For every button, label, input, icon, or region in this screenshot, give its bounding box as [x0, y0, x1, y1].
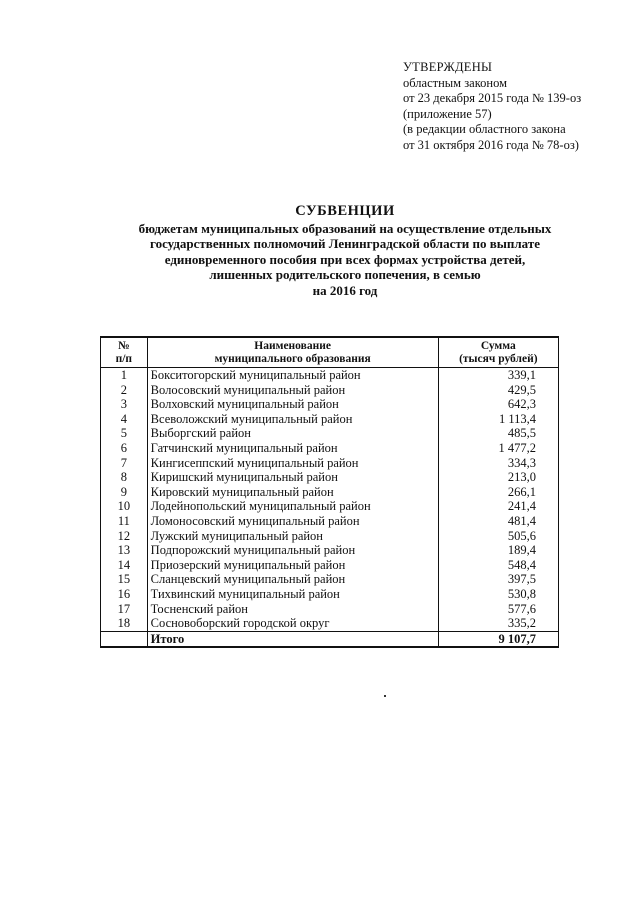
- header-name: [147, 337, 438, 368]
- table-row: [101, 383, 559, 398]
- approval-line: от 31 октября 2016 года № 78-оз): [403, 137, 579, 152]
- table-row: [101, 572, 559, 587]
- row-municipality: Волосовский муниципальный район: [147, 383, 438, 398]
- row-municipality: Гатчинский муниципальный район: [147, 441, 438, 456]
- subvention-table: [100, 336, 559, 648]
- title-line: лишенных родительского попечения, в семью: [209, 267, 481, 282]
- table-row: [101, 456, 559, 471]
- header-sum-line2: (тысяч рублей): [459, 353, 538, 365]
- row-amount: 577,6: [438, 602, 558, 617]
- row-municipality: Сланцевский муниципальный район: [147, 572, 438, 587]
- header-sum: [438, 337, 558, 368]
- table-row: [101, 514, 559, 529]
- approval-heading: УТВЕРЖДЕНЫ: [403, 60, 493, 74]
- row-amount: 241,4: [438, 499, 558, 514]
- row-number: 10: [101, 499, 148, 514]
- table-row: [101, 441, 559, 456]
- approval-line: (приложение 57): [403, 106, 492, 121]
- approval-line: (в редакции областного закона: [403, 122, 566, 136]
- row-municipality: Волховский муниципальный район: [147, 397, 438, 412]
- table-row: [101, 587, 559, 602]
- page-mark: [384, 695, 386, 697]
- row-amount: 642,3: [438, 397, 558, 412]
- approval-line: областным законом: [403, 75, 508, 90]
- approval-line: от 23 декабря 2015 года № 139-оз: [403, 91, 582, 105]
- row-amount: 481,4: [438, 514, 558, 529]
- title-line: на 2016 год: [312, 282, 378, 298]
- table-row: [101, 602, 559, 617]
- table-row: [101, 470, 559, 485]
- row-number: 11: [101, 514, 148, 529]
- row-amount: 530,8: [438, 587, 558, 602]
- document-title: [60, 204, 630, 298]
- row-number: 14: [101, 558, 148, 573]
- row-municipality: Всеволожский муниципальный район: [147, 412, 438, 427]
- table-row: [101, 529, 559, 544]
- row-municipality: Подпорожский муниципальный район: [147, 543, 438, 558]
- header-num: [101, 337, 148, 368]
- row-municipality: Тосненский район: [147, 602, 438, 617]
- table-row: [101, 397, 559, 412]
- row-number: 1: [101, 368, 148, 383]
- header-name-line1: Наименование: [254, 340, 331, 352]
- row-number: 9: [101, 485, 148, 500]
- row-number: 6: [101, 441, 148, 456]
- total-label: Итого: [147, 631, 438, 647]
- row-municipality: Лужский муниципальный район: [147, 529, 438, 544]
- row-number: 5: [101, 426, 148, 441]
- row-municipality: Выборгский район: [147, 426, 438, 441]
- title-line: бюджетам муниципальных образований на осуществление отдельных: [138, 220, 552, 236]
- row-amount: 1 477,2: [438, 441, 558, 456]
- approval-block: [403, 60, 633, 153]
- table-row: [101, 412, 559, 427]
- table-row: [101, 558, 559, 573]
- row-number: 4: [101, 412, 148, 427]
- total-row: [101, 631, 559, 647]
- row-municipality: Кировский муниципальный район: [147, 485, 438, 500]
- table-row: [101, 368, 559, 383]
- row-number: 16: [101, 587, 148, 602]
- header-num-line1: №: [118, 340, 130, 352]
- header-sum-line1: Сумма: [480, 340, 516, 352]
- table-row: [101, 543, 559, 558]
- row-amount: 266,1: [438, 485, 558, 500]
- title-main: СУБВЕНЦИИ: [295, 203, 395, 219]
- table-row: [101, 426, 559, 441]
- row-number: 2: [101, 383, 148, 398]
- header-num-line2: п/п: [115, 353, 133, 365]
- title-line: государственных полномочий Ленинградской области по выплате: [149, 236, 540, 251]
- row-amount: 335,2: [438, 616, 558, 631]
- row-amount: 1 113,4: [438, 412, 558, 427]
- table-row: [101, 499, 559, 514]
- row-municipality: Ломоносовский муниципальный район: [147, 514, 438, 529]
- row-municipality: Приозерский муниципальный район: [147, 558, 438, 573]
- row-municipality: Бокситогорский муниципальный район: [147, 368, 438, 383]
- row-municipality: Лодейнопольский муниципальный район: [147, 499, 438, 514]
- row-number: 3: [101, 397, 148, 412]
- row-number: 7: [101, 456, 148, 471]
- title-line: единовременного пособия при всех формах устройства детей,: [164, 251, 526, 267]
- row-municipality: Тихвинский муниципальный район: [147, 587, 438, 602]
- row-amount: 334,3: [438, 456, 558, 471]
- row-number: 18: [101, 616, 148, 631]
- total-amount: 9 107,7: [438, 631, 558, 647]
- table-row: [101, 616, 559, 631]
- row-amount: 429,5: [438, 383, 558, 398]
- row-amount: 213,0: [438, 470, 558, 485]
- row-municipality: Киришский муниципальный район: [147, 470, 438, 485]
- row-number: 15: [101, 572, 148, 587]
- table-row: [101, 485, 559, 500]
- row-amount: 505,6: [438, 529, 558, 544]
- row-amount: 485,5: [438, 426, 558, 441]
- row-number: 8: [101, 470, 148, 485]
- row-amount: 548,4: [438, 558, 558, 573]
- row-municipality: Сосновоборский городской округ: [147, 616, 438, 631]
- table-header-row: [101, 337, 559, 368]
- header-name-line2: муниципального образования: [214, 353, 371, 365]
- row-number: 12: [101, 529, 148, 544]
- total-number: [101, 631, 148, 647]
- table-body: [101, 368, 559, 648]
- row-number: 17: [101, 602, 148, 617]
- row-municipality: Кингисеппский муниципальный район: [147, 456, 438, 471]
- row-amount: 397,5: [438, 572, 558, 587]
- row-amount: 339,1: [438, 368, 558, 383]
- row-amount: 189,4: [438, 543, 558, 558]
- row-number: 13: [101, 543, 148, 558]
